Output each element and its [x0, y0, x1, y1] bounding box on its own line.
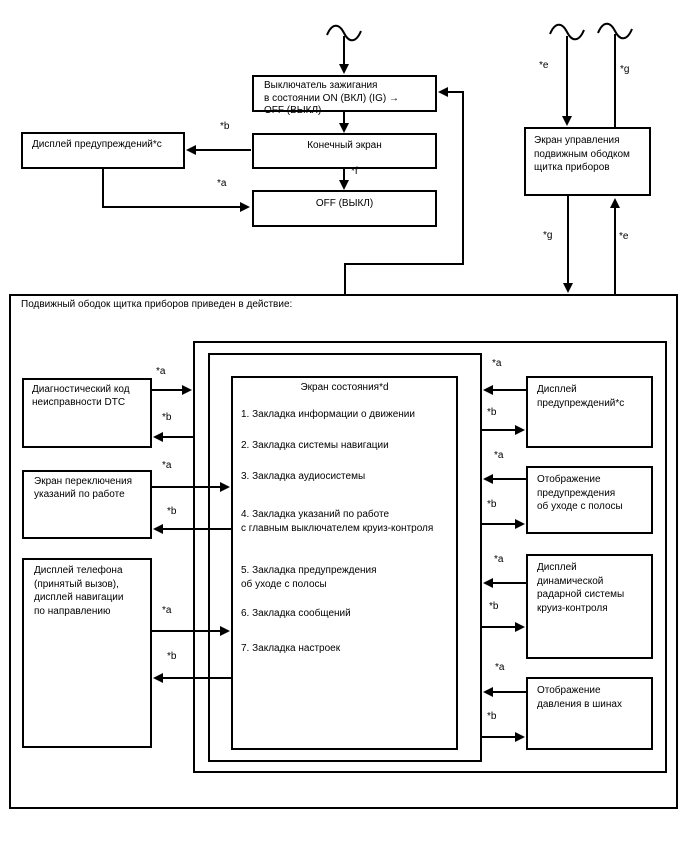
node-bezel-line: подвижным ободком	[534, 148, 630, 160]
node-phone-line: дисплей навигации	[34, 592, 124, 603]
main-activated-title: Подвижный ободок щитка приборов приведен в действие:	[21, 299, 293, 310]
node-ignition-line: в состоянии ON (ВКЛ) (IG) →	[264, 92, 399, 104]
status-item-5: 5. Закладка предупреждения об уходе с полосы	[241, 565, 377, 590]
label-e: *e	[539, 60, 549, 71]
label-a: *a	[492, 358, 502, 369]
node-radar-line: радарной системы	[537, 589, 625, 600]
node-operation-line: Экран переключения	[34, 476, 132, 487]
node-off-state	[252, 190, 437, 227]
status-item-6: 6. Закладка сообщений	[241, 608, 351, 619]
node-ignition-line: Выключатель зажигания	[264, 80, 378, 91]
node-tire-pressure	[526, 677, 653, 750]
node-warning-display-top	[21, 132, 185, 169]
label-a: *a	[217, 178, 227, 189]
status-item-7: 7. Закладка настроек	[241, 643, 341, 654]
label-g: *g	[620, 64, 630, 75]
label-b: *b	[220, 121, 230, 132]
label-a: *a	[156, 366, 166, 377]
label-b: *b	[167, 651, 177, 662]
node-radar-line: круиз-контроля	[537, 602, 608, 614]
node-warning-right-line: предупреждений*c	[537, 397, 625, 409]
status-item-3: 3. Закладка аудиосистемы	[241, 471, 366, 482]
label-f: *f	[351, 166, 358, 177]
status-screen-title: Экран состояния*d	[300, 382, 389, 393]
node-warning-display-top-label: Дисплей предупреждений*c	[32, 139, 162, 150]
node-tire-line: Отображение	[537, 685, 601, 696]
node-lane-line: Отображение	[537, 474, 601, 485]
node-final-screen	[252, 133, 437, 169]
node-dynamic-radar-cruise	[526, 554, 653, 659]
label-a: *a	[495, 662, 505, 673]
label-b: *b	[167, 506, 177, 517]
node-lane-line: об уходе с полосы	[537, 501, 623, 512]
node-ignition-switch	[252, 75, 437, 116]
node-dtc-line: неисправности DTC	[32, 396, 126, 408]
node-phone-line: Дисплей телефона	[34, 565, 123, 576]
node-bezel-line: щитка приборов	[534, 162, 610, 173]
node-tire-line: давления в шинах	[537, 698, 622, 710]
node-ignition-line: OFF (ВЫКЛ)	[264, 105, 322, 116]
label-b: *b	[162, 412, 172, 423]
node-lane-line: предупреждения	[537, 487, 616, 499]
label-g: *g	[543, 230, 553, 241]
node-final-screen-label: Конечный экран	[307, 140, 382, 151]
label-a: *a	[162, 460, 172, 471]
node-warning-display-right	[526, 376, 653, 448]
label-b: *b	[487, 711, 497, 722]
node-phone-line: (принятый вызов),	[34, 578, 119, 590]
node-warning-right-line: Дисплей	[537, 384, 577, 395]
label-a: *a	[494, 450, 504, 461]
node-bezel-line: Экран управления	[534, 135, 620, 146]
node-operation-switch-screen	[22, 470, 152, 539]
node-phone-line: по направлению	[34, 605, 111, 617]
node-lane-departure-warning	[526, 466, 653, 534]
node-radar-line: динамической	[537, 575, 604, 587]
label-b: *b	[489, 601, 499, 612]
label-a: *a	[162, 605, 172, 616]
node-phone-display	[22, 558, 152, 748]
node-bezel-control-screen	[524, 127, 651, 196]
label-b: *b	[487, 407, 497, 418]
label-a: *a	[494, 554, 504, 565]
label-b: *b	[487, 499, 497, 510]
node-off-state-label: OFF (ВЫКЛ)	[315, 198, 374, 209]
label-e: *e	[619, 231, 629, 242]
node-status-screen	[231, 376, 458, 750]
node-dtc	[22, 378, 152, 448]
status-item-1: 1. Закладка информации о движении	[241, 409, 415, 420]
node-operation-line: указаний по работе	[34, 488, 125, 500]
node-dtc-line: Диагностический код	[32, 384, 130, 395]
status-item-2: 2. Закладка системы навигации	[241, 440, 389, 451]
node-radar-line: Дисплей	[537, 562, 577, 573]
status-item-4: 4. Закладка указаний по работе с главным выключателем круиз-контроля	[241, 509, 434, 534]
